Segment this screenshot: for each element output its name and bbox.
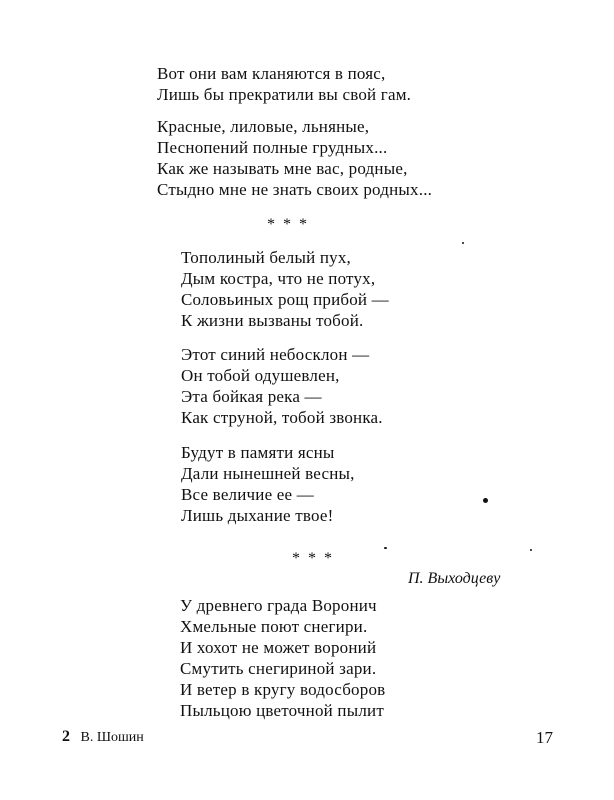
poem1-line-3: Красные, лиловые, льняные, — [157, 117, 370, 136]
poem3-dedication: П. Выходцеву — [408, 570, 501, 587]
scan-speck — [530, 549, 532, 551]
poem2-line-4: К жизни вызваны тобой. — [181, 311, 364, 330]
poem2-line-6: Он тобой одушевлен, — [181, 366, 340, 385]
poem3-line-2: Хмельные поют снегири. — [180, 617, 368, 636]
poem1-line-6: Стыдно мне не знать своих родных... — [157, 180, 433, 199]
poem2-line-1: Тополиный белый пух, — [181, 248, 351, 267]
poem2-line-8: Как струной, тобой звонка. — [181, 408, 383, 427]
signature-author: В. Шошин — [80, 730, 144, 745]
poem3-line-3: И хохот не может вороний — [180, 638, 377, 657]
signature-number: 2 — [62, 728, 70, 745]
page-number: 17 — [536, 728, 553, 747]
poem3-line-1: У древнего града Воронич — [180, 596, 377, 615]
poem2-line-11: Все величие ее — — [181, 485, 314, 504]
poem2-line-9: Будут в памяти ясны — [181, 443, 335, 462]
poem2-line-12: Лишь дыхание твое! — [181, 506, 334, 525]
poem1-line-2: Лишь бы прекратили вы свой гам. — [157, 85, 412, 104]
poem3-line-6: Пыльцою цветочной пылит — [180, 701, 384, 720]
poem3-line-4: Смутить снегириной зари. — [180, 659, 377, 678]
poem1-line-5: Как же называть мне вас, родные, — [157, 159, 408, 178]
poem2-line-3: Соловьиных рощ прибой — — [181, 290, 389, 309]
poem2-line-7: Эта бойкая река — — [181, 387, 322, 406]
scan-speck — [483, 498, 488, 503]
poem2-line-2: Дым костра, что не потух, — [181, 269, 376, 288]
poem1-line-4: Песнопений полные грудных... — [157, 138, 388, 157]
section-separator-2: * * * — [292, 550, 334, 567]
poem1-line-1: Вот они вам кланяются в пояс, — [157, 64, 386, 83]
scan-speck — [462, 242, 464, 244]
signature-mark — [62, 728, 144, 746]
poem3-line-5: И ветер в кругу водосборов — [180, 680, 386, 699]
section-separator-1: * * * — [267, 216, 309, 233]
poem2-line-10: Дали нынешней весны, — [181, 464, 355, 483]
poem2-line-5: Этот синий небосклон — — [181, 345, 370, 364]
scan-speck — [384, 547, 387, 549]
